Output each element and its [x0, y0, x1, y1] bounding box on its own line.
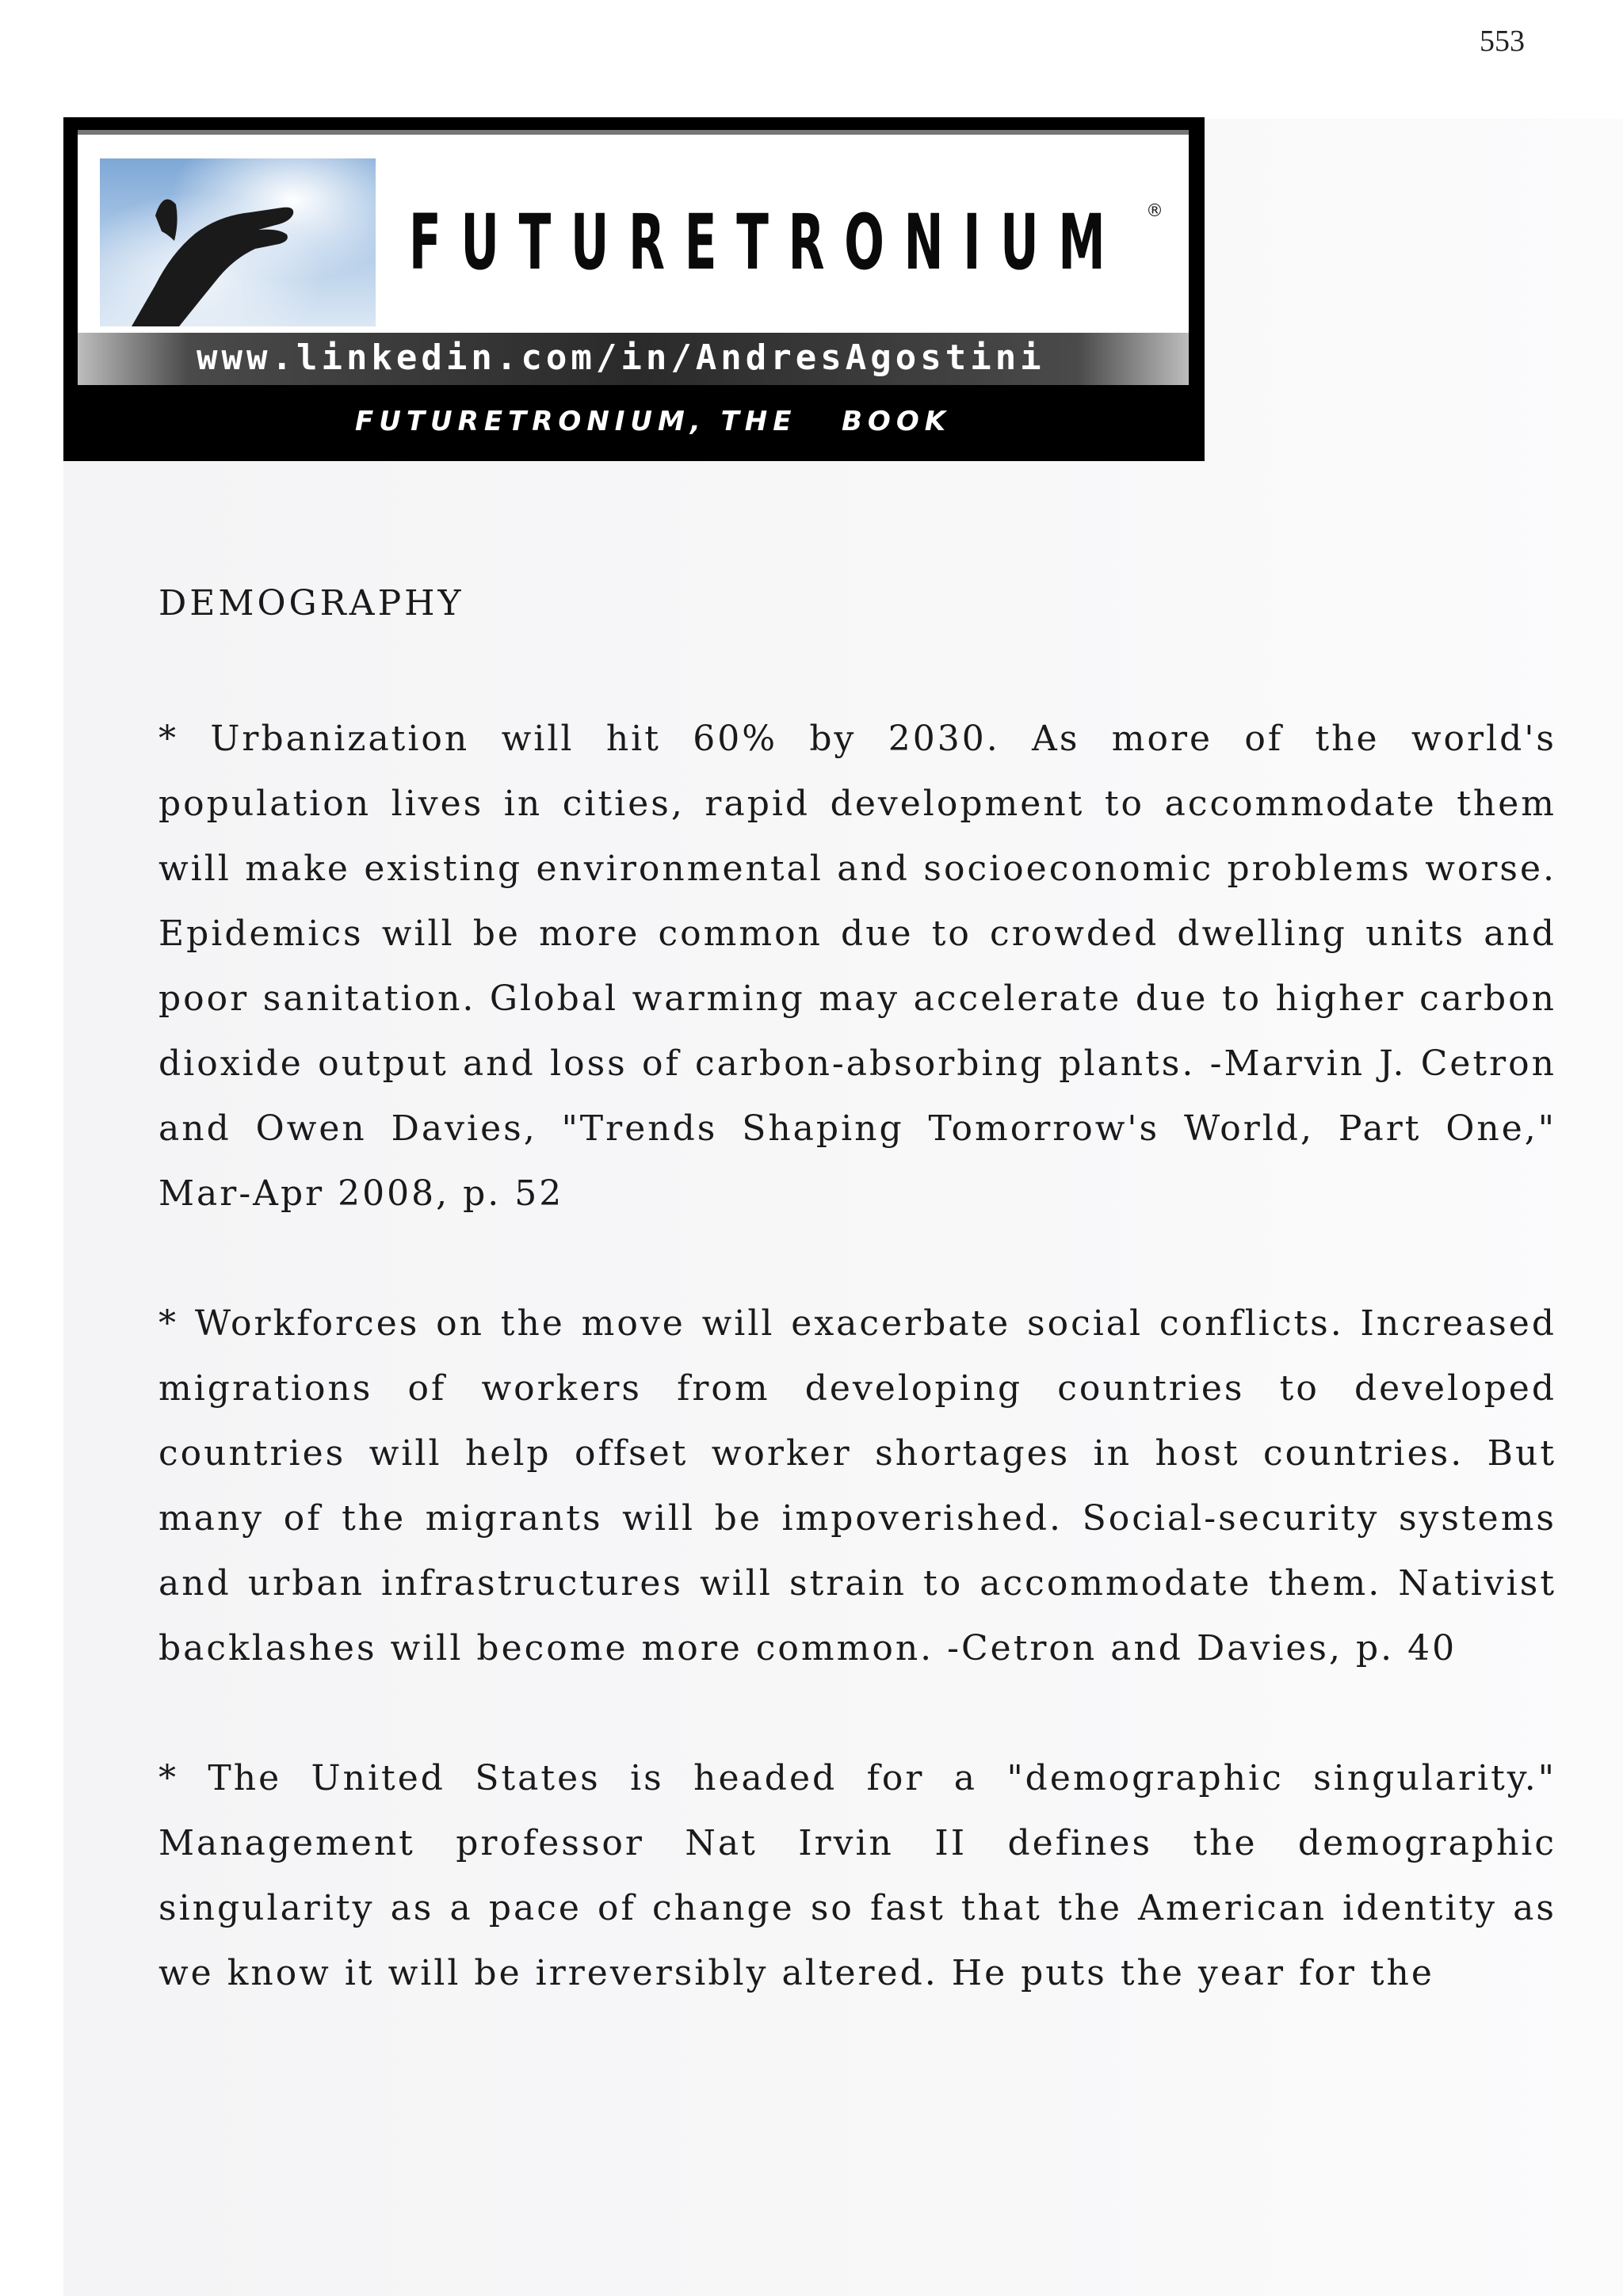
linkedin-url: www.linkedin.com/in/AndresAgostini	[197, 338, 1045, 378]
section-heading: DEMOGRAPHY	[158, 583, 464, 624]
page-number: 553	[1480, 25, 1525, 58]
book-subtitle: FUTURETRONIUM, THE BOOK	[355, 406, 952, 437]
banner-logo-area	[78, 130, 1189, 378]
paragraph-workforces: * Workforces on the move will exacerbate social conflicts. Increased migrations of workers from developing countries to developed countries will help offset worker shortages in host countries. But many of the migrants will be impoverished. Social-security systems and urban infrastructures will strain to accommodate them. Nativist backlashes will become more common. -Cetron and Davies, p. 40	[158, 1303, 1556, 1669]
article-content	[158, 583, 1556, 2071]
banner-inner	[78, 130, 1189, 437]
paragraph-demographic-singularity: * The United States is headed for a "demographic singularity." Management professor Nat Irvin II defines the demographic singularity as a pace of change so fast that the American identity as we know it will be irreversibly altered. He puts the year for the	[158, 1758, 1556, 1993]
brand-title: FUTURETRONIUM	[409, 198, 1125, 287]
reaching-hand-icon	[100, 158, 376, 326]
paragraph-urbanization: * Urbanization will hit 60% by 2030. As more of the world's population lives in cities, rapid development to accommodate them will make existing environmental and socioeconomic problems worse. Epidemics will be more common due to crowded dwelling units and poor sanitation. Global warming may accelerate due to higher carbon dioxide output and loss of carbon-absorbing plants. -Marvin J. Cetron and Owen Davies, "Trends Shaping Tomorrow's World, Part One," Mar-Apr 2008, p. 52	[158, 719, 1556, 1214]
futuretronium-banner	[63, 117, 1205, 461]
registered-mark: ®	[1146, 201, 1163, 221]
